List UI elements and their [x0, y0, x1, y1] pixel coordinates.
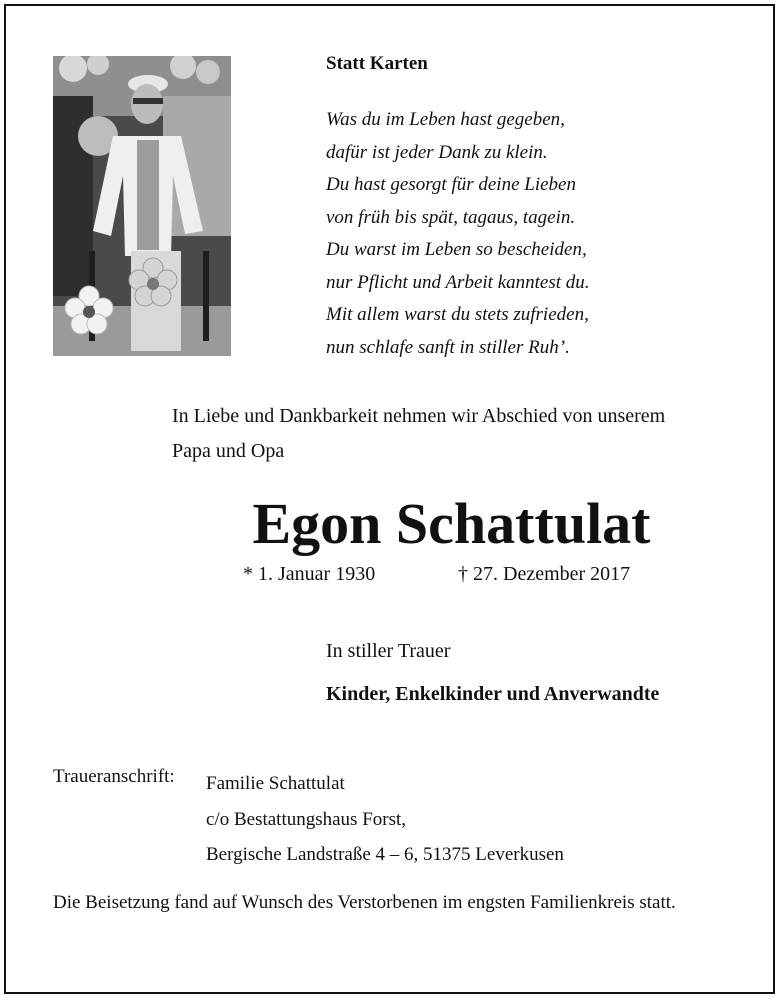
intro-text: [172, 399, 665, 469]
burial-note: Die Beisetzung fand auf Wunsch des Verstorbenen im engsten Familienkreis statt.: [53, 892, 676, 913]
notice-heading: Statt Karten: [326, 53, 428, 74]
intro-line: In Liebe und Dankbarkeit nehmen wir Abschied von unserem: [172, 405, 666, 427]
mourners: Kinder, Enkelkinder und Anverwandte: [326, 683, 660, 705]
poem-line: Was du im Leben hast gegeben,: [326, 109, 565, 130]
address-block: [206, 766, 564, 873]
poem-line: von früh bis spät, tagaus, tagein.: [326, 206, 576, 228]
poem-line: Du hast gesorgt für deine Lieben: [326, 174, 576, 195]
poem-line: Du warst im Leben so bescheiden,: [326, 239, 587, 260]
address-line: c/o Bestattungshaus Forst,: [206, 808, 407, 830]
mourning-line: In stiller Trauer: [326, 640, 451, 662]
address-line: Bergische Landstraße 4 – 6, 51375 Leverkusen: [206, 844, 564, 865]
poem-line: dafür ist jeder Dank zu klein.: [326, 141, 548, 163]
death-date: † 27. Dezember 2017: [458, 563, 631, 585]
address-line: Familie Schattulat: [206, 773, 345, 794]
birth-date: * 1. Januar 1930: [243, 563, 376, 585]
poem-line: Mit allem warst du stets zufrieden,: [326, 304, 589, 325]
deceased-name: Egon Schattulat: [252, 491, 651, 556]
address-label: Traueranschrift:: [53, 766, 175, 787]
poem-line: nur Pflicht und Arbeit kanntest du.: [326, 271, 590, 293]
portrait-photo: [53, 56, 231, 356]
poem-line: nun schlafe sanft in stiller Ruh’.: [326, 336, 570, 358]
poem: [326, 104, 590, 364]
intro-line: Papa und Opa: [172, 440, 285, 462]
